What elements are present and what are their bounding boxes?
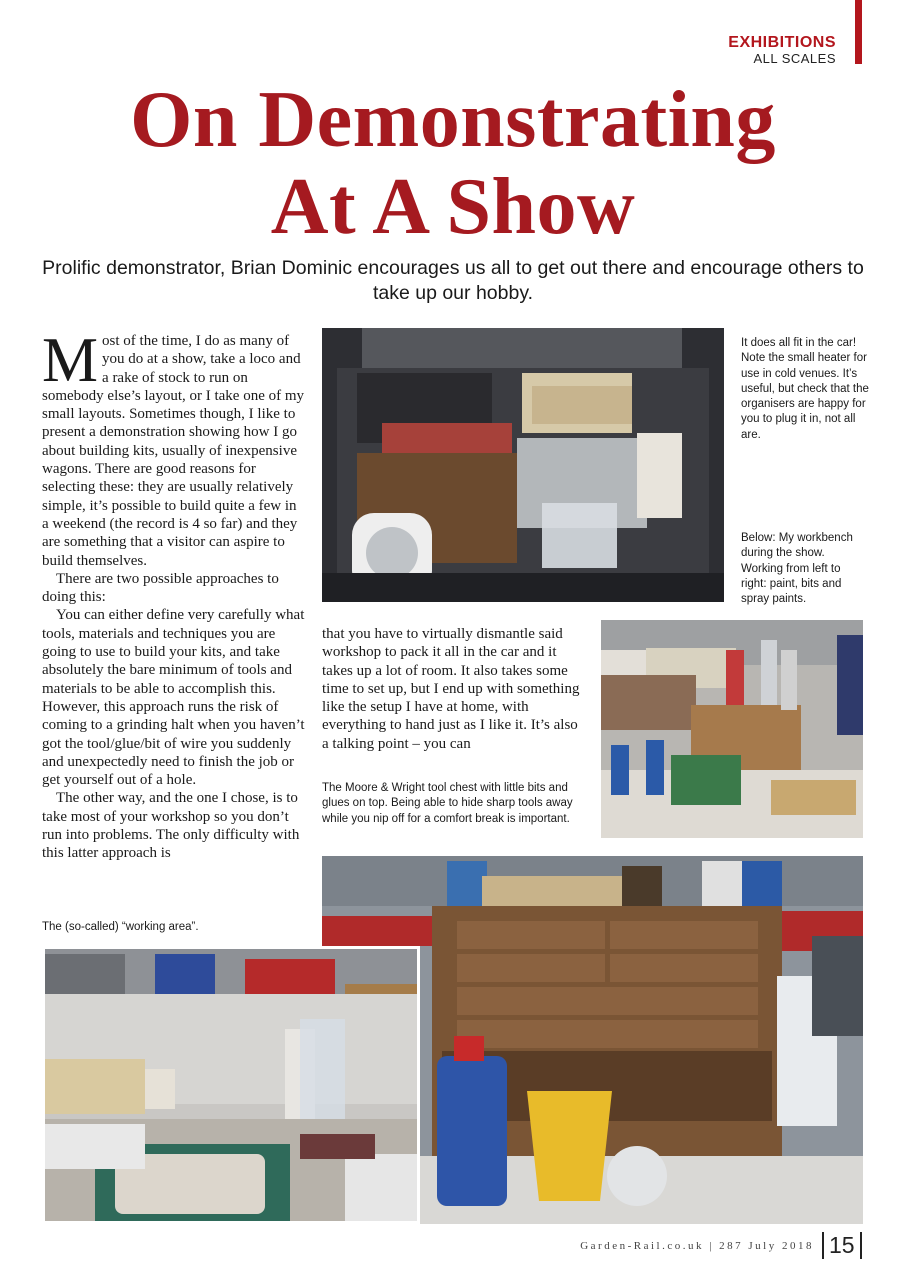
- body-column-2: [322, 625, 584, 753]
- page-number-rule-left: [822, 1232, 824, 1259]
- body-paragraph-5: that you have to virtually dismantle said workshop to pack it all in the car and it takes up a lot of room. It also takes some time to set up, but I end up with something like the setup I have at home, with everything to hand just as I like it. It’s also a talking point – you can: [322, 626, 580, 752]
- section-accent-bar: [855, 0, 862, 64]
- footer-site: Garden-Rail.co.uk: [580, 1240, 704, 1252]
- body-paragraph-4: The other way, and the one I chose, is to take most of your workshop so you don’t run into problems. The only difficulty with this latter approach is: [42, 790, 300, 862]
- body-paragraph-3: You can either define very carefully what tools, materials and techniques you are going to use to build your kits, and take absolutely the bare minimum of tools and materials to be able to accomplish this. However, this approach runs the risk of coming to a grinding halt when you haven’t got the tool/glue/bit of wire you suddenly and unexpectedly need to finish the job or get yourself out of a hole.: [42, 607, 305, 789]
- workbench-illustration: [601, 620, 863, 838]
- footer-separator: |: [709, 1240, 714, 1252]
- standfirst: Prolific demonstrator, Brian Dominic encourages us all to get out there and encourage others to take up our hobby.: [42, 257, 864, 304]
- working-area-illustration: [45, 949, 417, 1221]
- photo-workbench: [601, 620, 863, 838]
- body-paragraph-1: ost of the time, I do as many of you do at a show, take a loco and a rake of stock to run on somebody else’s layout, or I take one of my small layouts. Sometimes though, I like to present a demonstration showing how I go about building kits, usually of inexpensive wagons. There are good reasons for selecting these: they are usually relatively simple, it’s possible to build quite a few in a weekend (the record is 4 so far) and they are something that a visitor can aspire to build themselves.: [42, 333, 305, 569]
- page-number-rule-right: [860, 1232, 862, 1259]
- drop-cap: M: [42, 325, 99, 395]
- footer-issue: 287 July 2018: [719, 1240, 814, 1252]
- caption-workbench: Below: My workbench during the show. Working from left to right: paint, bits and spray paints.: [741, 532, 853, 606]
- headline-line-2: At A Show: [270, 163, 636, 251]
- section-title: EXHIBITIONS: [728, 34, 836, 51]
- car-boot-illustration: [322, 328, 724, 602]
- body-paragraph-2: There are two possible approaches to doing this:: [42, 570, 279, 606]
- caption-tool-chest: The Moore & Wright tool chest with little bits and glues on top. Being able to hide sharp tools away while you nip off for a comfort break is important.: [322, 782, 573, 825]
- section-subtitle: ALL SCALES: [753, 51, 836, 66]
- footer-credit: [580, 1240, 814, 1252]
- body-column-1: [42, 325, 306, 863]
- photo-working-area: [42, 946, 420, 1224]
- caption-car: It does all fit in the car! Note the small heater for use in cold venues. It’s useful, but check that the organisers are happy for you to plug it in, not all are.: [741, 337, 869, 441]
- photo-car-boot: [322, 328, 724, 602]
- headline-line-1: On Demonstrating: [130, 76, 776, 164]
- caption-working-area: The (so-called) “working area”.: [42, 921, 199, 933]
- page-number: 15: [829, 1232, 855, 1258]
